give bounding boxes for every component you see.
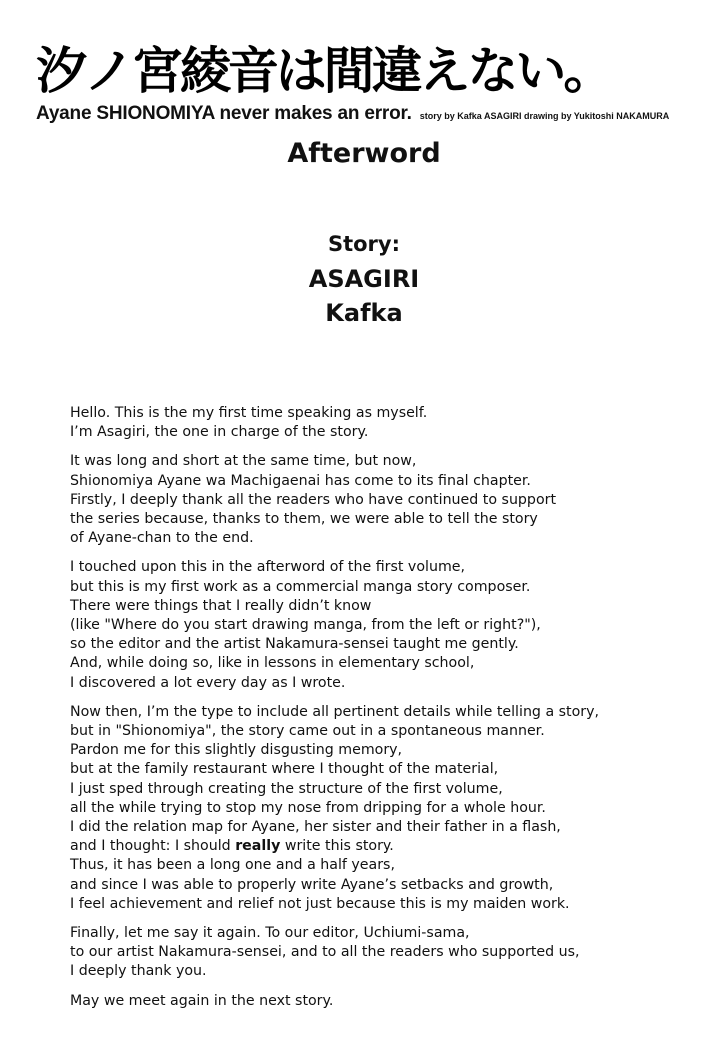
afterword-body [70, 404, 630, 1021]
text-line: Firstly, I deeply thank all the readers who have continued to support [70, 491, 557, 508]
text-line: And, while doing so, like in lessons in elementary school, [70, 655, 475, 672]
author-first-name: Kafka [325, 299, 403, 327]
text-line: all the while trying to stop my nose from dripping for a whole hour. [70, 799, 546, 816]
text-line: Pardon me for this slightly disgusting memory, [70, 742, 403, 759]
text-line: I’m Asagiri, the one in charge of the story. [70, 424, 369, 441]
paragraph-first-work [70, 558, 630, 692]
paragraph-closing [70, 992, 630, 1011]
text-line: Thus, it has been a long one and a half years, [70, 857, 395, 874]
text-line: (like "Where do you start drawing manga, from the left or right?"), [70, 617, 541, 634]
text-line: so the editor and the artist Nakamura-sensei taught me gently. [70, 636, 519, 653]
text-line: but at the family restaurant where I thought of the material, [70, 761, 499, 778]
text-line: May we meet again in the next story. [70, 992, 334, 1009]
paragraph-thanks [70, 924, 630, 982]
text-segment: write this story. [280, 838, 394, 855]
series-credit-line [36, 103, 696, 125]
text-line: Now then, I’m the type to include all pertinent details while telling a story, [70, 703, 600, 720]
text-line: I feel achievement and relief not just because this is my maiden work. [70, 895, 570, 912]
page-title: Afterword [287, 138, 441, 169]
text-line: I just sped through creating the structure of the first volume, [70, 780, 503, 797]
english-title: Ayane SHIONOMIYA never makes an error. [36, 103, 412, 124]
paragraph-story-creation [70, 703, 630, 914]
author-last-name: ASAGIRI [308, 265, 420, 293]
text-line: Finally, let me say it again. To our editor, Uchiumi-sama, [70, 925, 470, 942]
text-line: Shionomiya Ayane wa Machigaenai has come to its final chapter. [70, 472, 531, 489]
text-line: the series because, thanks to them, we were able to tell the story [70, 511, 538, 528]
story-label: Story: [327, 232, 401, 256]
text-line: There were things that I really didn’t know [70, 597, 372, 614]
text-line: I did the relation map for Ayane, her sister and their father in a flash, [70, 819, 561, 836]
text-line: I touched upon this in the afterword of the first volume, [70, 559, 466, 576]
text-line: to our artist Nakamura-sensei, and to all the readers who supported us, [70, 944, 580, 961]
emphasized-word: really [235, 838, 281, 855]
paragraph-final-chapter [70, 452, 630, 548]
paragraph-greeting [70, 404, 630, 442]
text-line: I deeply thank you. [70, 963, 207, 980]
text-line: I discovered a lot every day as I wrote. [70, 674, 346, 691]
text-line: It was long and short at the same time, but now, [70, 453, 417, 470]
text-line: and since I was able to properly write Ayane’s setbacks and growth, [70, 876, 554, 893]
creator-credits: story by Kafka ASAGIRI drawing by Yukitoshi NAKAMURA [419, 111, 670, 121]
text-line: but this is my first work as a commercial manga story composer. [70, 578, 531, 595]
text-line: Hello. This is the my first time speaking as myself. [70, 405, 428, 421]
text-segment: and I thought: I should [70, 838, 236, 855]
text-line-emphasis [70, 837, 630, 856]
text-line: but in "Shionomiya", the story came out in a spontaneous manner. [70, 723, 545, 740]
series-logo: 汐ノ宮綾音は間違えない。 [36, 42, 612, 100]
text-line: of Ayane-chan to the end. [70, 530, 254, 547]
